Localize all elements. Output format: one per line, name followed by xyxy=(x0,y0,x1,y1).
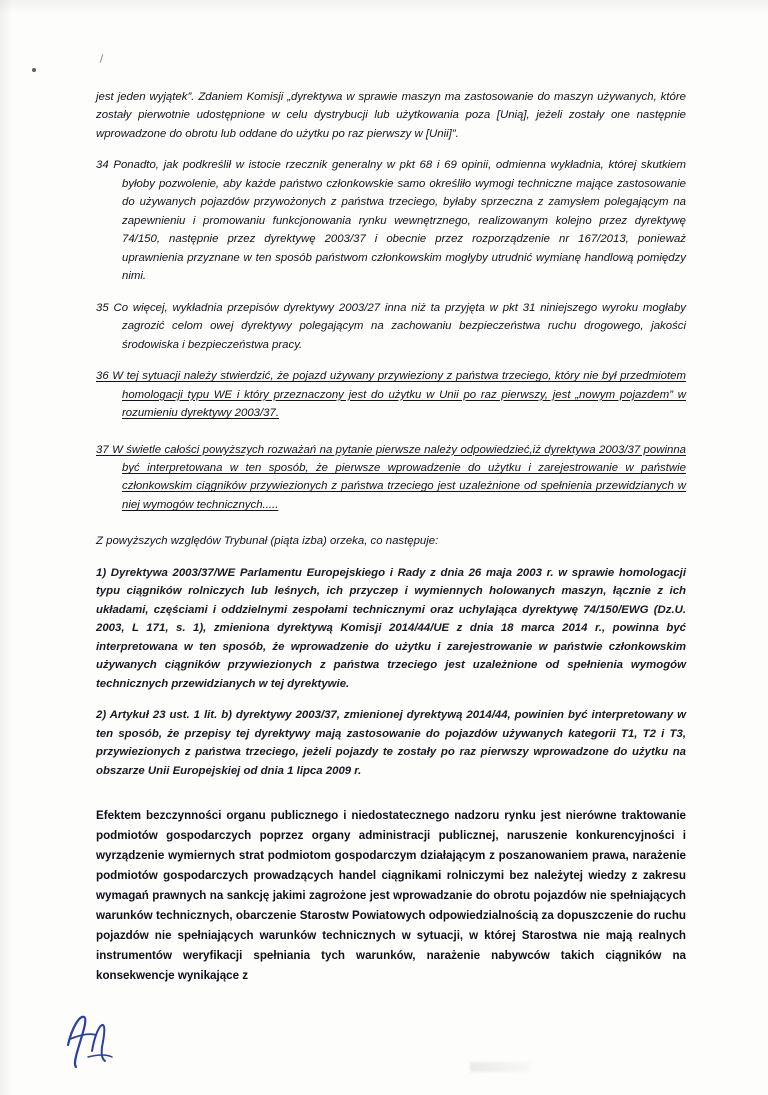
handwritten-signature xyxy=(62,1005,182,1075)
closing-statement: Efektem bezczynności organu publicznego i niedostatecznego nadzoru rynku jest nierówne traktowanie podmiotów gospodarczych poprzez organy administracji publicznej, naruszenie konkurencyjności i wyrządzenie wymiernych strat podmiotom gospodarczym działającym z poszanowaniem prawa, narażenie podmiotów gospodarczych prowadzących handel ciągnikami rolniczymi bez należytej wiedzy z zakresu wymagań prawnych na sankcję jakimi zagrożone jest wprowadzanie do obrotu pojazdów nie spełniających warunków technicznych, obarczenie Starostw Powiatowych odpowiedzialnością za dopuszczenie do ruchu pojazdów nie spełniających warunków technicznych w sytuacji, w której Starostwa nie mają realnych instrumentów weryfikacji spełniania tych warunków, narażenie nabywców takich ciągników na konsekwencje wynikające z xyxy=(96,809,686,982)
paragraph-point-36: 36 W tej sytuacji należy stwierdzić, że pojazd używany przywieziony z państwa trzeciego, który nie był przedmiotem homologacji typu WE i który przeznaczony jest do użytku w Unii po raz pierwszy, jest „nowym pojazdem” w rozumieniu dyrektywy 2003/37. xyxy=(96,370,686,420)
ruling-item-2: 2) Artykuł 23 ust. 1 lit. b) dyrektywy 2003/37, zmienionej dyrektywą 2014/44, powinien być interpretowany w ten sposób, że przepisy tej dyrektywy mają zastosowanie do pojazdów używanych kategorii T1, T2 i T3, przywiezionych z państwa trzeciego, jeżeli pojazdy te zostały po raz pierwszy wprowadzone do użytku na obszarze Unii Europejskiej od dnia 1 lipca 2009 r. xyxy=(96,709,686,777)
page-smudge xyxy=(470,1062,530,1072)
ink-dot-mark xyxy=(32,68,36,72)
ruling-item-1: 1) Dyrektywa 2003/37/WE Parlamentu Europejskiego i Rady z dnia 26 maja 2003 r. w sprawie homologacji typu ciągników rolniczych lub leśnych, ich przyczep i wymiennych holowanych maszyn, łącznie z ich układami, częściami i oddzielnymi zespołami technicznymi oraz uchylająca dyrektywę 74/150/EWG (Dz.U. 2003, L 171, s. 1), zmieniona dyrektywą Komisji 2014/44/UE z dnia 18 marca 2014 r., powinna być interpretowana w ten sposób, że wprowadzenie do użytku i zarejestrowanie w państwie członkowskim używanych ciągników przywiezionych z państwa trzeciego jest uzależnione od spełnienia wymogów technicznych przewidzianych w tej dyrektywie. xyxy=(96,566,686,690)
paragraph-point-35: 35 Co więcej, wykładnia przepisów dyrektywy 2003/27 inna niż ta przyjęta w pkt 31 niniejszego wyroku mogłaby zagrozić celom owej dyrektywy polegającym na zachowaniu bezpieczeństwa ruchu drogowego, jakości środowiska i bezpieczeństwa pracy. xyxy=(96,301,686,351)
page-edge-shading-top xyxy=(0,0,768,14)
paragraph-point-34: 34 Ponadto, jak podkreślił w istocie rzecznik generalny w pkt 68 i 69 opinii, odmienna wykładnia, której skutkiem byłoby pozwolenie, aby każde państwo członkowskie samo określiło wymogi techniczne mające zastosowanie do używanych pojazdów przywożonych z państwa trzeciego, byłaby sprzeczna z zamysłem polegającym na zapewnieniu i promowaniu funkcjonowania rynku wewnętrznego, realizowanym kolejno przez dyrektywę 74/150, następnie przez dyrektywę 2003/37 i obecnie przez rozporządzenie nr 167/2013, ponieważ uprawnienia przyznane w ten sposób państwom członkowskim mogłyby utrudnić wymianę handlową pomiędzy nimi. xyxy=(96,159,686,283)
pen-tick-mark xyxy=(100,54,104,63)
paragraph-ruling-intro: Z powyższych względów Trybunał (piąta izba) orzeka, co następuje: xyxy=(96,535,439,548)
paragraph-point-37: 37 W świetle całości powyższych rozważań na pytanie pierwsze należy odpowiedzieć,iż dyrektywa 2003/37 powinna być interpretowana w ten sposób, że pierwsze wprowadzenie do użytku i zarejestrowanie w państwie członkowskim ciągników przywiezionych z państwa trzeciego jest uzależnione od spełnienia przewidzianych w niej wymogów technicznych..... xyxy=(96,443,686,511)
document-body xyxy=(96,88,686,997)
page-edge-shading-left xyxy=(0,0,12,1095)
paragraph-quote-continuation: jest jeden wyjątek”. Zdaniem Komisji „dyrektywa w sprawie maszyn ma zastosowanie do maszyn używanych, które zostały pierwotnie udostępnione w celu dystrybucji lub użytkowania poza [Unią], jeżeli zostały one następnie wprowadzone do obrotu lub oddane do użytku po raz pierwszy w [Unii]”. xyxy=(96,91,686,140)
